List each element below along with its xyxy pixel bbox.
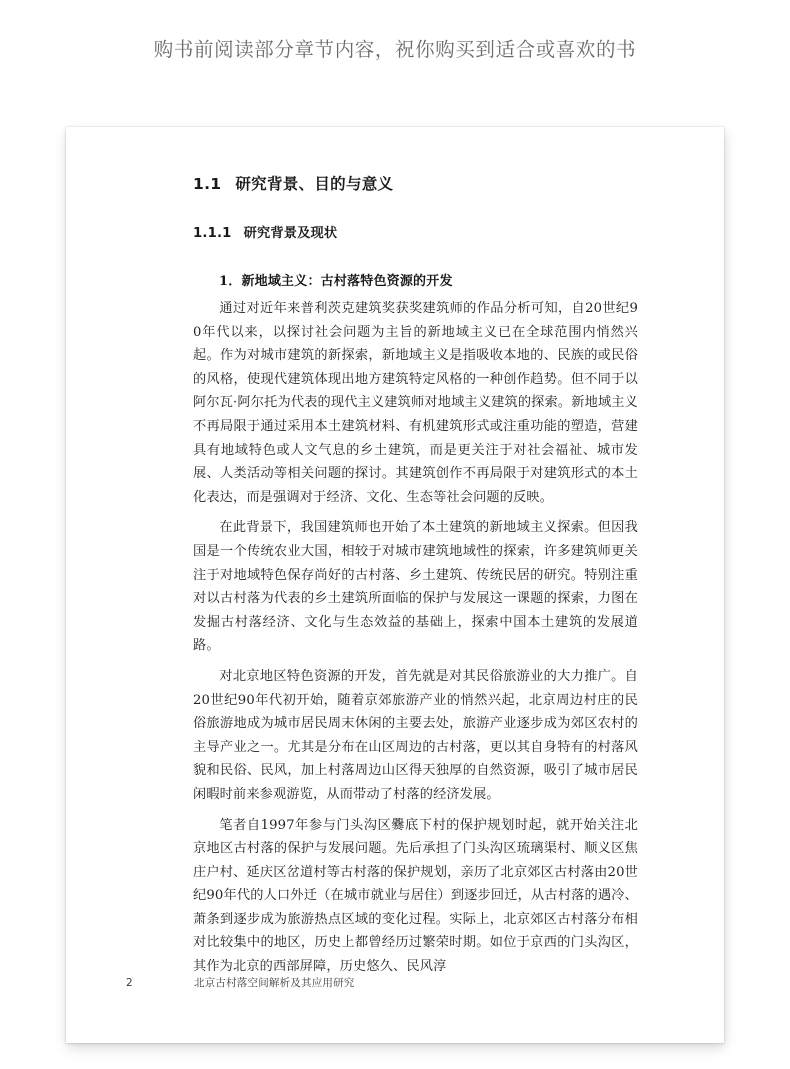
footer-book-title: 北京古村落空间解析及其应用研究 <box>194 977 355 989</box>
footer-page-number: 2 <box>126 977 133 989</box>
subsection-title: 研究背景及现状 <box>243 225 338 241</box>
text-column <box>193 175 638 979</box>
body-paragraph: 对北京地区特色资源的开发，首先就是对其民俗旅游业的大力推广。自20世纪90年代初开始，随着京郊旅游产业的悄然兴起，北京周边村庄的民俗旅游地成为城市居民周末休闲的主要去处，旅游产业逐步成为郊区农村的主导产业之一。尤其是分布在山区周边的古村落，更以其自身特有的村落风貌和民俗、民风，加上村落周边山区得天独厚的自然资源，吸引了城市居民闲暇时前来参观游览，从而带动了村落的经济发展。 <box>193 668 638 802</box>
item-heading: 1．新地域主义：古村落特色资源的开发 <box>219 274 453 290</box>
section-title: 研究背景、目的与意义 <box>235 175 394 193</box>
subsection-heading <box>193 226 638 242</box>
section-number: 1.1 <box>193 175 222 193</box>
body-paragraph: 笔者自1997年参与门头沟区爨底下村的保护规划时起，就开始关注北京地区古村落的保护与发展问题。先后承担了门头沟区琉璃渠村、顺义区焦庄户村、延庆区岔道村等古村落的保护规划，亲历了北京郊区古村落由20世纪90年代的人口外迁（在城市就业与居住）到逐步回迁，从古村落的遇冷、萧条到逐步成为旅游热点区域的变化过程。实际上，北京郊区古村落分布相对比较集中的地区，历史上都曾经历过繁荣时期。如位于京西的门头沟区，其作为北京的西部屏障，历史悠久、民风淳 <box>193 817 638 975</box>
promo-banner-text: 购书前阅读部分章节内容，祝你购买到适合或喜欢的书 <box>153 38 637 62</box>
document-page-sheet <box>66 127 724 1043</box>
body-paragraph: 通过对近年来普利茨克建筑奖获奖建筑师的作品分析可知，自20世纪90年代以来，以探讨社会问题为主旨的新地域主义已在全球范围内悄然兴起。作为对城市建筑的新探索，新地域主义是指吸收本地的、民族的或民俗的风格，使现代建筑体现出地方建筑特定风格的一种创作趋势。但不同于以阿尔瓦·阿尔托为代表的现代主义建筑师对地域主义建筑的探索。新地域主义不再局限于通过采用本土建筑材料、有机建筑形式或注重功能的塑造，营建具有地域特色或人文气息的乡土建筑，而是更关注于对社会福祉、城市发展、人类活动等相关问题的探讨。其建筑创作不再局限于对建筑形式的本土化表达，而是强调对于经济、文化、生态等社会问题的反映。 <box>193 301 638 505</box>
page-content-area <box>66 127 724 1043</box>
section-heading <box>193 175 638 194</box>
body-paragraph: 在此背景下，我国建筑师也开始了本土建筑的新地域主义探索。但因我国是一个传统农业大国，相较于对城市建筑地域性的探索，许多建筑师更关注于对地域特色保存尚好的古村落、乡土建筑、传统民居的研究。特别注重对以古村落为代表的乡土建筑所面临的保护与发展这一课题的探索，力图在发掘古村落经济、文化与生态效益的基础上，探索中国本土建筑的发展道路。 <box>193 520 638 654</box>
promo-banner <box>0 0 790 100</box>
subsection-number: 1.1.1 <box>193 225 232 241</box>
page-footer <box>66 975 724 991</box>
